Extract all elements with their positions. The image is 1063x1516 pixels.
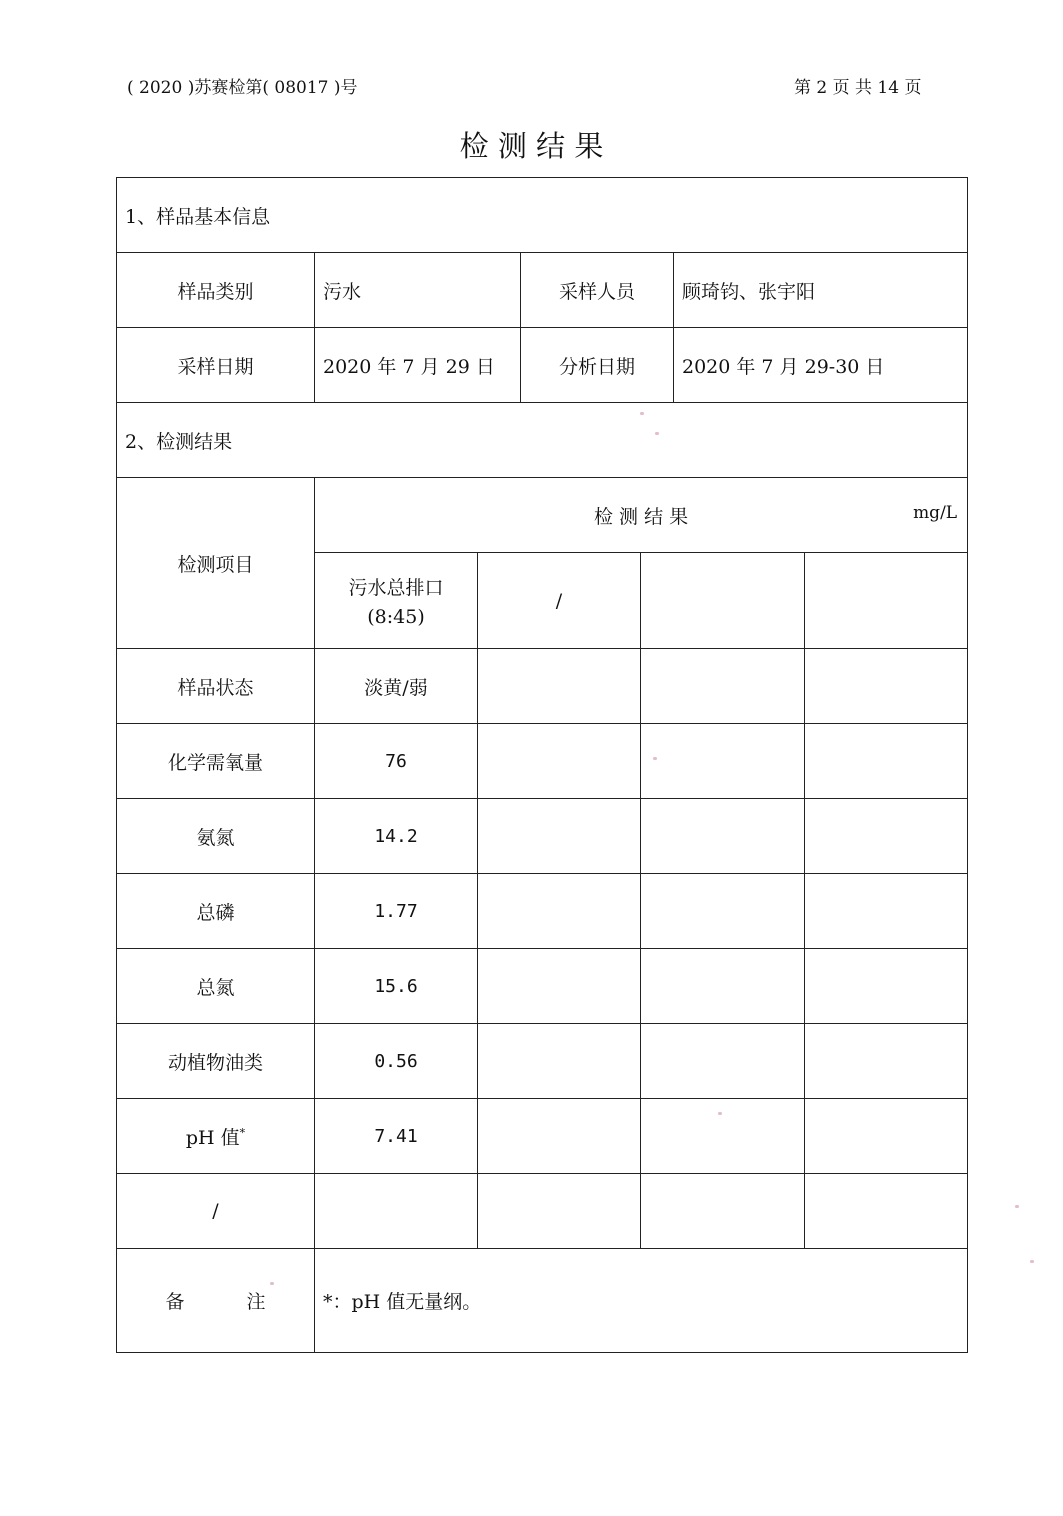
row-value: 1.77 bbox=[315, 874, 478, 949]
row-value: 76 bbox=[315, 724, 478, 799]
result-header bbox=[315, 478, 968, 553]
table-row bbox=[117, 874, 968, 949]
row-value: 14.2 bbox=[315, 799, 478, 874]
row-item-text: pH 值 bbox=[185, 1126, 240, 1149]
row-value: 淡黄/弱 bbox=[315, 649, 478, 724]
table-row bbox=[117, 649, 968, 724]
row-value bbox=[641, 949, 805, 1024]
scan-stain bbox=[1030, 1260, 1034, 1263]
row-value bbox=[805, 799, 968, 874]
results-table bbox=[116, 177, 968, 1353]
row-value bbox=[805, 874, 968, 949]
point-4 bbox=[805, 553, 968, 649]
row-value bbox=[805, 949, 968, 1024]
unit-label: mg/L bbox=[913, 503, 958, 523]
row-value bbox=[641, 799, 805, 874]
scan-stain bbox=[718, 1112, 722, 1115]
row-value bbox=[805, 1024, 968, 1099]
row-value bbox=[478, 649, 641, 724]
row-value: 15.6 bbox=[315, 949, 478, 1024]
section1-heading: 1、样品基本信息 bbox=[117, 178, 968, 253]
result-header-text: 检 测 结 果 bbox=[593, 505, 689, 528]
remark-row bbox=[117, 1249, 968, 1353]
row-value bbox=[478, 949, 641, 1024]
sampling-date-label: 采样日期 bbox=[117, 328, 315, 403]
sample-info-row-1 bbox=[117, 253, 968, 328]
scan-stain bbox=[640, 412, 644, 415]
row-value bbox=[641, 1174, 805, 1249]
item-header: 检测项目 bbox=[117, 478, 315, 649]
row-value bbox=[805, 1174, 968, 1249]
scan-stain bbox=[270, 1282, 274, 1285]
row-value bbox=[478, 1174, 641, 1249]
row-value bbox=[805, 1099, 968, 1174]
row-item bbox=[117, 1099, 315, 1174]
scan-stain bbox=[653, 757, 657, 760]
row-value bbox=[478, 874, 641, 949]
row-value bbox=[315, 1174, 478, 1249]
table-row bbox=[117, 949, 968, 1024]
remark-value: *：pH 值无量纲。 bbox=[315, 1249, 968, 1353]
table-row bbox=[117, 1024, 968, 1099]
row-value bbox=[478, 724, 641, 799]
sampling-date-value: 2020 年 7 月 29 日 bbox=[315, 328, 521, 403]
section2-heading-row bbox=[117, 403, 968, 478]
scan-stain bbox=[1015, 1205, 1019, 1208]
point-2: / bbox=[478, 553, 641, 649]
table-row bbox=[117, 1099, 968, 1174]
row-value bbox=[641, 874, 805, 949]
page-title: 检 测 结 果 bbox=[459, 129, 604, 163]
point-3 bbox=[641, 553, 805, 649]
sampler-label: 采样人员 bbox=[521, 253, 674, 328]
row-value bbox=[805, 724, 968, 799]
table-row bbox=[117, 1174, 968, 1249]
row-value bbox=[805, 649, 968, 724]
remark-label: 备 注 bbox=[117, 1249, 315, 1353]
point-1-time: (8:45) bbox=[367, 606, 425, 628]
scan-stain bbox=[655, 432, 659, 435]
row-item: 化学需氧量 bbox=[117, 724, 315, 799]
row-item: 总磷 bbox=[117, 874, 315, 949]
row-value bbox=[478, 799, 641, 874]
table-row bbox=[117, 799, 968, 874]
row-item: / bbox=[117, 1174, 315, 1249]
row-value: 0.56 bbox=[315, 1024, 478, 1099]
sample-type-label: 样品类别 bbox=[117, 253, 315, 328]
point-1 bbox=[315, 553, 478, 649]
footnote-marker: * bbox=[239, 1126, 246, 1140]
point-1-name: 污水总排口 bbox=[348, 577, 444, 599]
row-value bbox=[641, 649, 805, 724]
analysis-date-label: 分析日期 bbox=[521, 328, 674, 403]
row-value bbox=[641, 1024, 805, 1099]
row-value: 7.41 bbox=[315, 1099, 478, 1174]
row-item: 总氮 bbox=[117, 949, 315, 1024]
row-value bbox=[478, 1024, 641, 1099]
row-item: 样品状态 bbox=[117, 649, 315, 724]
report-number: ( 2020 )苏赛检第( 08017 )号 bbox=[127, 78, 358, 98]
row-item: 动植物油类 bbox=[117, 1024, 315, 1099]
table-row bbox=[117, 724, 968, 799]
row-value bbox=[641, 1099, 805, 1174]
row-value bbox=[641, 724, 805, 799]
result-header-row bbox=[117, 478, 968, 553]
page-info: 第 2 页 共 14 页 bbox=[794, 78, 922, 98]
section1-heading-row bbox=[117, 178, 968, 253]
sample-info-row-2 bbox=[117, 328, 968, 403]
analysis-date-value: 2020 年 7 月 29-30 日 bbox=[674, 328, 968, 403]
sampler-value: 顾琦钧、张宇阳 bbox=[674, 253, 968, 328]
row-value bbox=[478, 1099, 641, 1174]
row-item: 氨氮 bbox=[117, 799, 315, 874]
section2-heading: 2、检测结果 bbox=[117, 403, 968, 478]
sample-type-value: 污水 bbox=[315, 253, 521, 328]
